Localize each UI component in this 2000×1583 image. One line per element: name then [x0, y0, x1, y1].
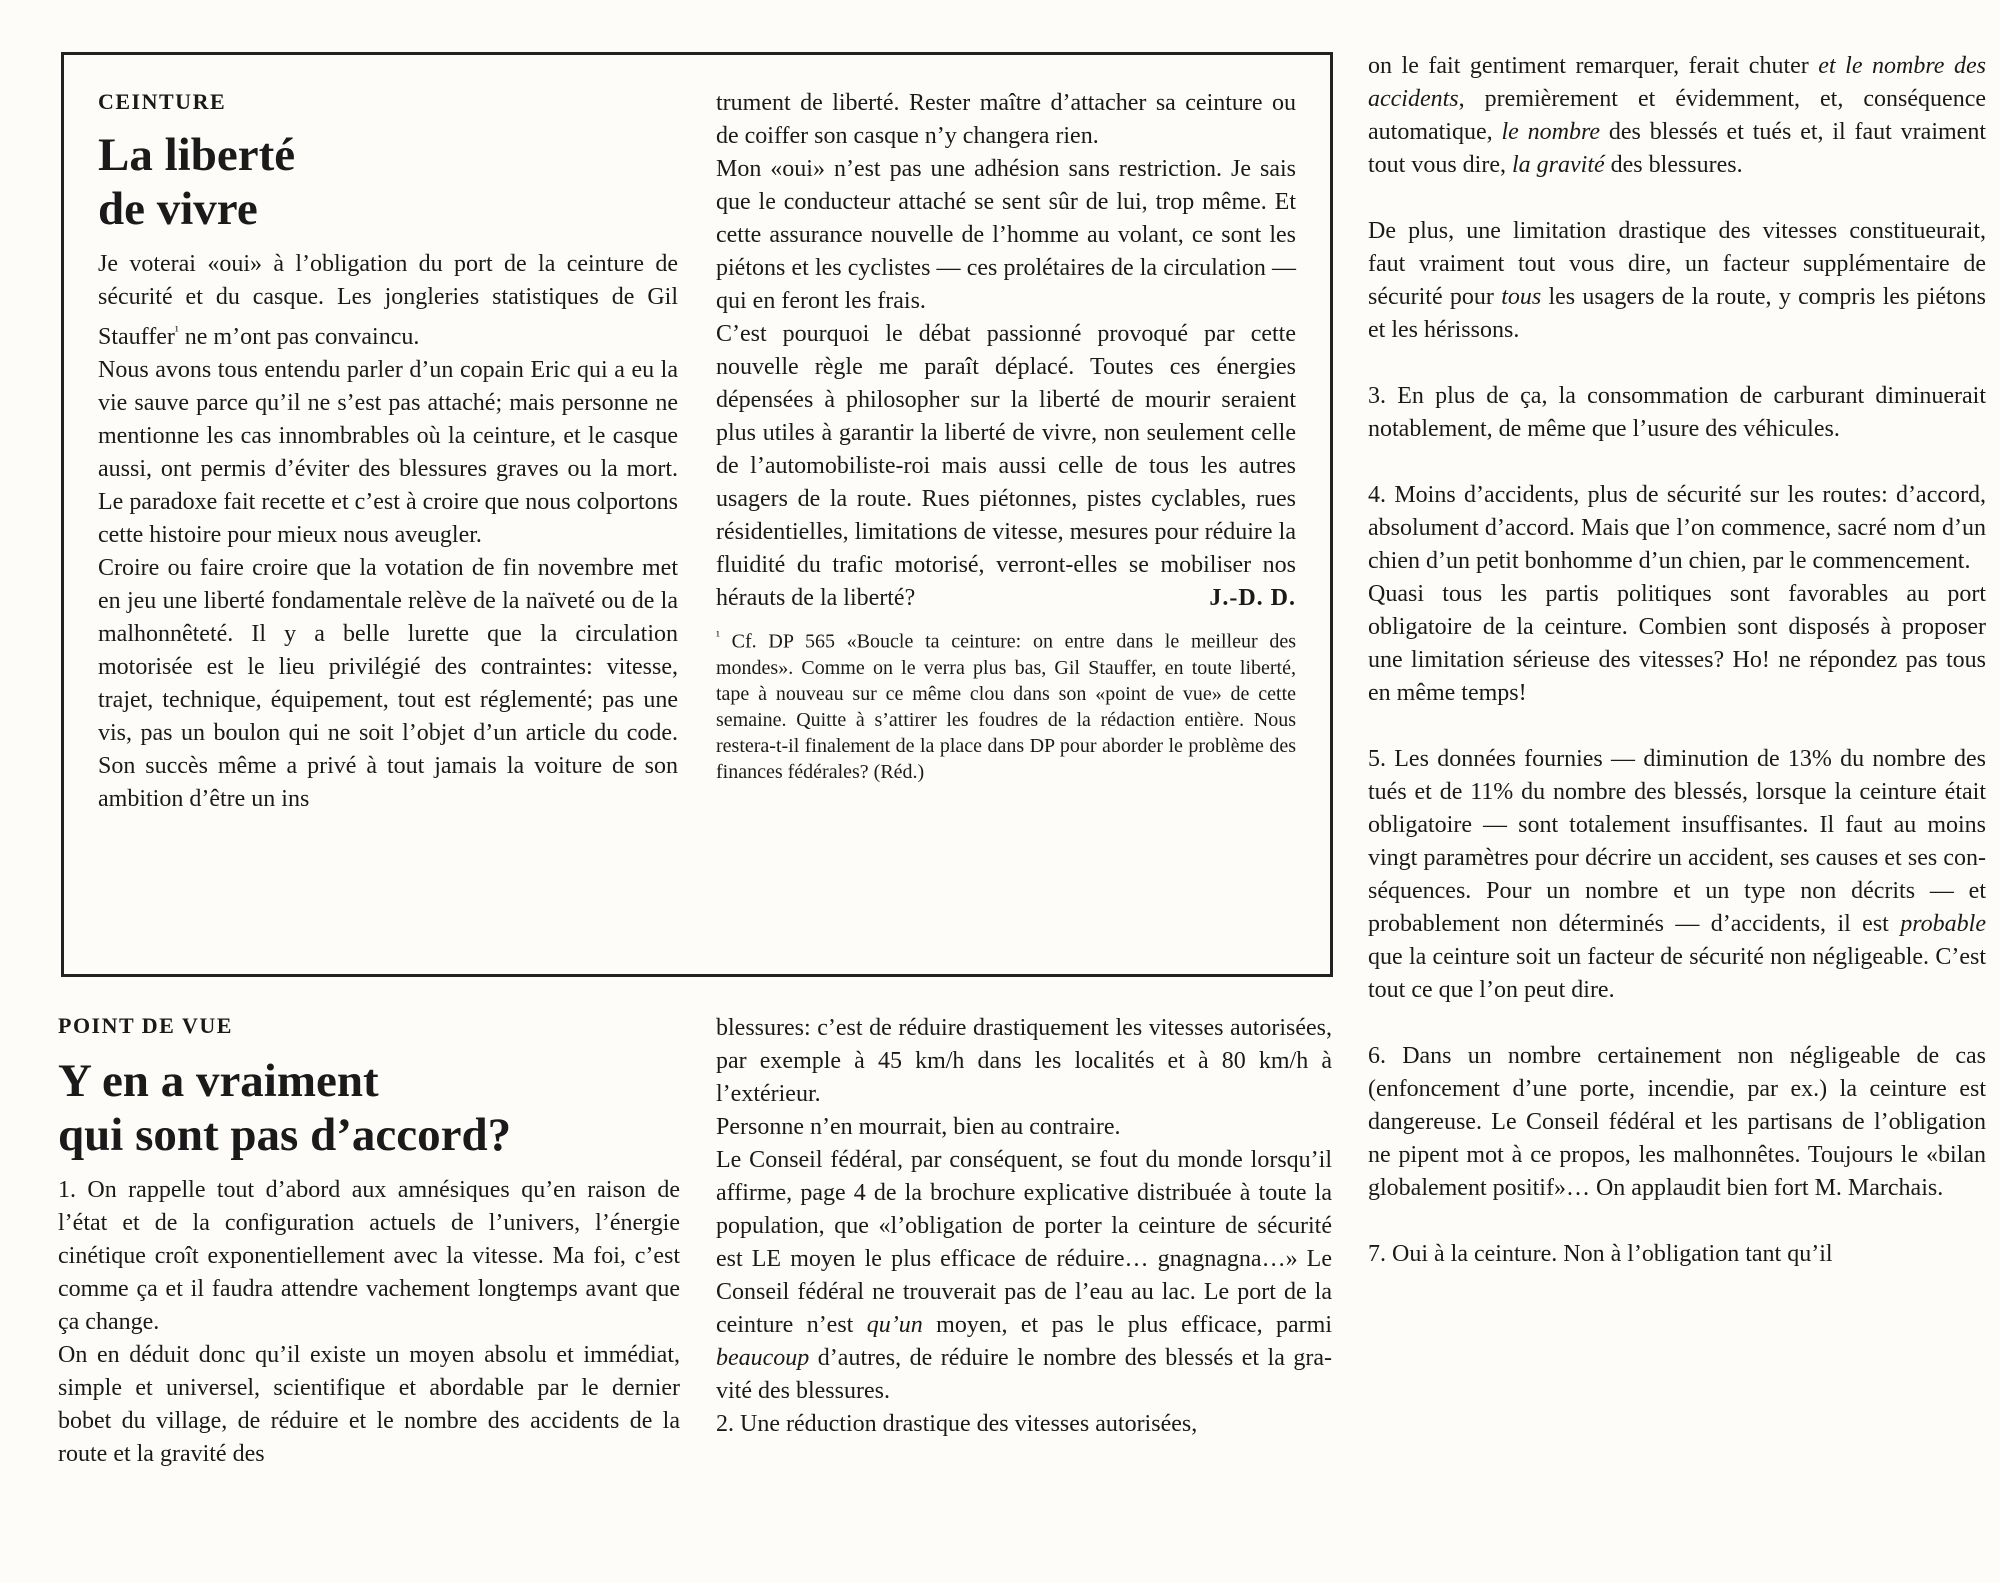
- paragraph: 1. On rappelle tout d’abord aux amnésiques qu’en raison de l’état et de la configuration actuels de l’univers, l’énergie cinétique croît exponentiellement avec la vitesse. Ma foi, c’est comme ça et il faudra attendre vachement longtemps avant que ça change.: [58, 1177, 680, 1335]
- paragraph: 5. Les données fournies — diminution de 13% du nombre des tués et de 11% du nombre des blessés, lorsque la ceinture était obligatoire — sont totalement insuffisantes. Il faut au moins vingt paramètres pour décrire un accident, ses causes et ses conséquences. Pour un nombre et un type non décrits — et probablement non déterminés — d’accidents, il est probable que la ceinture soit un facteur de sécurité non négligeable. C’est tout ce que l’on peut dire.: [1368, 746, 1986, 1003]
- paragraph: C’est pourquoi le débat passionné provoqué par cette nouvelle règle me paraît déplacé. Toutes ces énergies dépensées à philosopher sur la liberté de mourir seraient plus utiles à garantir la liberté de vivre, non seulement celle de l’automobiliste-roi mais aussi celle de tous les autres usagers de la route. Rues piétonnes, pistes cyclables, rues résidentielles, limitations de vitesse, mesures pour réduire la fluidité du trafic motorisé, verront-elles se mobiliser nos hérauts de la liberté? J.-D. D.: [716, 318, 1296, 615]
- paragraph: Quasi tous les partis politiques sont favorables au port obligatoire de la ceinture. Combien sont disposés à proposer une limitation sérieuse des vitesses? Ho! ne répondez pas tous en même temps!: [1368, 581, 1986, 706]
- box-column-2: [716, 87, 1296, 785]
- opinion-kicker: POINT DE VUE: [58, 1013, 233, 1038]
- paragraph: 4. Moins d’accidents, plus de sécurité sur les routes: d’accord, absolument d’accord. Mais que l’on commence, sacré nom d’un chien d’un petit bonhomme d’un chien, par le commencement.: [1368, 482, 1986, 574]
- footnote-ref: ¹: [174, 323, 179, 338]
- box-kicker: CEINTURE: [98, 89, 227, 114]
- paragraph: Je voterai «oui» à l’obligation du port de la ceinture de sécurité et du casque. Les jongleries statistiques de Gil Stauffer$^{^1}$ ne m’ont pas convaincu.: [98, 251, 678, 350]
- paragraph: on le fait gentiment remarquer, ferait chuter et le nombre des accidents, premièrement et évidemment, et, conséquence automatique, le nombre des blessés et tués et, il faut vraiment tout vous dire, la gravité des blessures.: [1368, 53, 1986, 178]
- paragraph: blessures: c’est de réduire drastiquement les vitesses autorisées, par exemple à 45 km/h dans les localités et à 80 km/h à l’extérieur.: [716, 1015, 1332, 1107]
- paragraph: 2. Une réduction drastique des vitesses autorisées,: [716, 1411, 1198, 1437]
- paragraph: 3. En plus de ça, la consommation de carburant diminuerait notablement, de même que l’usure des véhicules.: [1368, 383, 1986, 442]
- author-signature: J.-D. D.: [1209, 585, 1296, 611]
- footnote: $^{^1}$ Cf. DP 565 «Boucle ta ceinture: on entre dans le meilleur des mondes». Comme on le verra plus bas, Gil Stauffer, en toute liberté, tape à nouveau sur ce même clou dans son «point de vue» de cette semaine. Quitte à s’attirer les foudres de la rédaction entière. Nous restera-t-il finalement de la place dans DP pour aborder le problème des finances fédérales? (Réd.): [716, 628, 1296, 783]
- paragraph: Croire ou faire croire que la votation de fin novembre met en jeu une liberté fondamentale relève de la naïveté ou de la malhonnêteté. Il y a belle lurette que la circulation motorisée est le lieu privilégié des contraintes: vitesse, trajet, technique, équipement, tout est réglementé; pas une vis, pas un boulon qui ne soit l’objet d’un article du code. Son succès même a privé à tout jamais la voiture de son ambition d’être un ins: [98, 555, 678, 812]
- box-column-1: [98, 88, 678, 816]
- paragraph: 7. Oui à la ceinture. Non à l’obligation tant qu’il: [1368, 1241, 1833, 1267]
- right-column: [1368, 50, 1986, 1271]
- paragraph: Le Conseil fédéral, par conséquent, se fout du monde lorsqu’il affirme, page 4 de la brochure explicative distribuée à toute la population, que «l’obligation de porter la ceinture de sécurité est LE moyen le plus efficace de réduire… gnagnagna…» Le Conseil fédéral ne trouverait pas de l’eau au lac. Le port de la ceinture n’est qu’un moyen, et pas le plus efficace, parmi beaucoup d’autres, de réduire le nombre des blessés et la gravité des blessures.: [716, 1147, 1333, 1404]
- paragraph: 6. Dans un nombre certainement non négligeable de cas (enfoncement d’une porte, incendie, par ex.) la ceinture est dangereuse. Le Conseil fédéral et les partisans de l’obligation ne pipent mot à ce propos, les malhonnêtes. Toujours le «bilan globalement positif»… On applaudit bien fort M. Marchais.: [1368, 1043, 1986, 1201]
- paragraph: De plus, une limitation drastique des vitesses constitueurait, faut vraiment tout vous dire, un facteur supplémentaire de sécurité pour tous les usagers de la route, y compris les piétons et les hérissons.: [1368, 218, 1986, 343]
- paragraph: Nous avons tous entendu parler d’un copain Eric qui a eu la vie sauve parce qu’il ne s’est pas attaché; mais personne ne mentionne les cas innombrables où la ceinture, et le casque aussi, ont permis d’éviter des blessures graves ou la mort. Le paradoxe fait recette et c’est à croire que nous colportons cette histoire pour mieux nous aveugler.: [98, 357, 678, 548]
- opinion-column-2: [716, 1012, 1332, 1441]
- paragraph: On en déduit donc qu’il existe un moyen absolu et immédiat, simple et universel, scientifique et abordable par le dernier bobet du village, de réduire et le nombre des accidents de la route et la gravité des: [58, 1342, 680, 1467]
- box-headline: La liberté de vivre: [98, 129, 296, 235]
- paragraph: trument de liberté. Rester maître d’attacher sa ceinture ou de coiffer son casque n’y changera rien.: [716, 90, 1296, 149]
- opinion-column-1: [58, 1012, 680, 1471]
- paragraph: Mon «oui» n’est pas une adhésion sans restriction. Je sais que le conducteur attaché se sent sûr de lui, trop même. Et cette assurance nouvelle de l’homme au volant, ce sont les piétons et les cyclistes — ces prolétaires de la circulation — qui en feront les frais.: [716, 156, 1296, 314]
- paragraph: Personne n’en mourrait, bien au contraire.: [716, 1114, 1121, 1140]
- opinion-headline: Y en a vraiment qui sont pas d’accord?: [58, 1055, 512, 1161]
